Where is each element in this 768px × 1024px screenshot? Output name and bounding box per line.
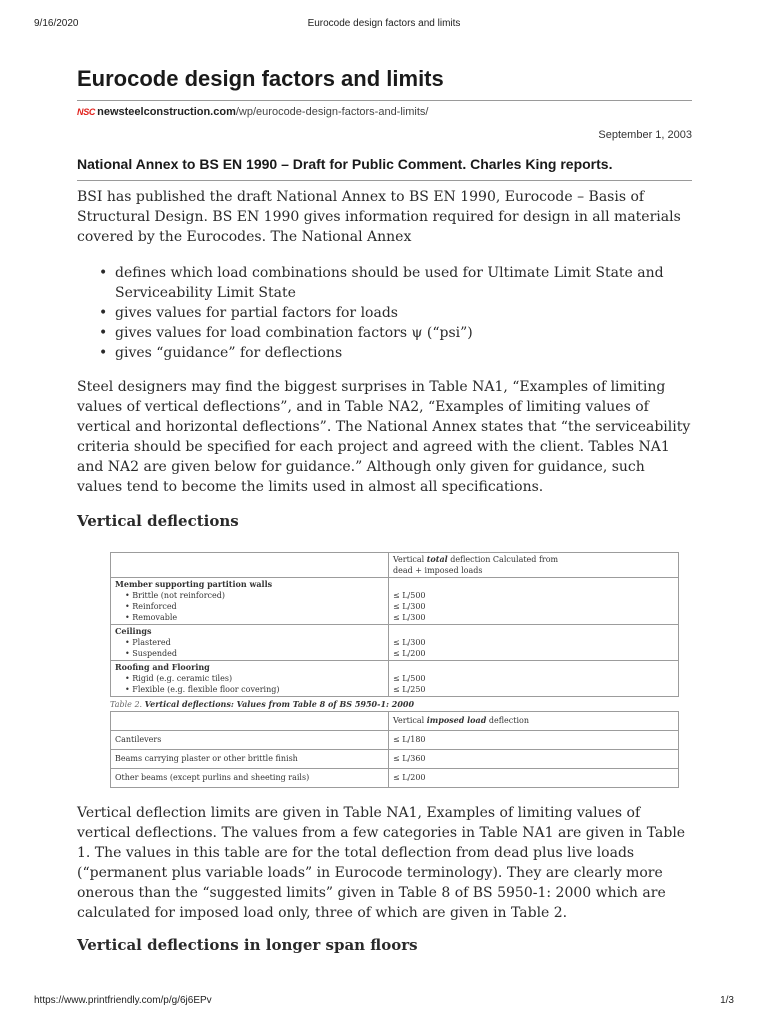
table-row	[111, 578, 679, 625]
table-row	[111, 731, 679, 750]
row-value-cell: ≤ L/200	[389, 769, 679, 788]
table-header-row	[111, 712, 679, 731]
value: ≤ L/500	[393, 591, 426, 600]
body-paragraph-3: Vertical deflection limits are given in Table NA1, Examples of limiting values of vertical deflections. The values from a few categories in Table NA1 are given in Table 1. The values in this table are for the total deflection from dead plus live loads (“permanent plus variable loads” in Eurocode terminology). They are clearly more onerous than the “suggested limits” given in Table 8 of BS 5950-1: 2000 which are calculated for imposed load only, three of which are given in Table 2.	[77, 805, 686, 921]
table-header-row	[111, 553, 679, 578]
list-item: • gives “guidance” for deflections	[77, 343, 692, 363]
group-label: Roofing and Flooring	[115, 662, 210, 672]
article-subtitle: National Annex to BS EN 1990 – Draft for Public Comment. Charles King reports.	[77, 156, 613, 172]
row-label-cell: Cantilevers	[111, 731, 389, 750]
row-value-cell	[389, 625, 679, 661]
intro-paragraph: BSI has published the draft National Annex to BS EN 1990, Eurocode – Basis of Structural Design. BS EN 1990 gives information required for design in all materials covered by the Eurocodes. The National Annex	[77, 189, 681, 245]
group-label: Ceilings	[115, 626, 152, 636]
table-row	[111, 625, 679, 661]
table-header-blank	[111, 553, 389, 578]
row-label-cell: Beams carrying plaster or other brittle finish	[111, 750, 389, 769]
sub-item: • Brittle (not reinforced)	[115, 590, 384, 601]
section-heading-longer-span: Vertical deflections in longer span floors	[77, 936, 418, 954]
value: ≤ L/500	[393, 674, 426, 683]
row-label-cell	[111, 578, 389, 625]
table-2	[110, 711, 679, 788]
body-paragraph-2: Steel designers may find the biggest surprises in Table NA1, “Examples of limiting values of vertical deflections”, and in Table NA2, “Examples of limiting values of vertical and horizontal deflections”. The National Annex states that “the serviceability criteria should be specified for each project and agreed with the client. Tables NA1 and NA2 are given below for guidance.” Although only given for guidance, such values tend to become the limits used in almost all specifications.	[77, 379, 691, 495]
table-header-cell	[389, 553, 679, 578]
caption-text: Vertical deflections: Values from Table 8 of BS 5950-1: 2000	[144, 699, 415, 709]
value: ≤ L/200	[393, 649, 426, 658]
caption-label: Table 2.	[110, 700, 143, 709]
table-1	[110, 552, 679, 697]
header-suffix: deflection	[488, 716, 529, 725]
annex-bullet-list	[77, 263, 692, 363]
table-2-caption	[110, 699, 660, 710]
sub-item: • Flexible (e.g. flexible floor covering)	[115, 684, 384, 695]
publish-date: September 1, 2003	[598, 129, 692, 141]
print-date: 9/16/2020	[34, 18, 79, 29]
header-line2: dead + imposed loads	[393, 566, 483, 575]
row-value-cell	[389, 578, 679, 625]
value: ≤ L/300	[393, 602, 426, 611]
row-value-cell	[389, 661, 679, 697]
title-divider	[77, 100, 692, 101]
sub-item: • Plastered	[115, 637, 384, 648]
header-prefix: Vertical	[393, 555, 425, 564]
list-item: • gives values for partial factors for loads	[77, 303, 692, 323]
print-footer-url[interactable]: https://www.printfriendly.com/p/g/6j6EPv	[34, 995, 212, 1006]
nsc-logo: NSC	[77, 107, 96, 117]
header-prefix: Vertical	[393, 716, 425, 725]
source-link[interactable]	[97, 106, 428, 118]
print-page-number: 1/3	[720, 995, 734, 1006]
sub-item: • Rigid (e.g. ceramic tiles)	[115, 673, 384, 684]
value: ≤ L/300	[393, 613, 426, 622]
value: ≤ L/250	[393, 685, 426, 694]
subtitle-divider	[77, 180, 692, 181]
sub-item: • Reinforced	[115, 601, 384, 612]
sub-item: • Removable	[115, 612, 384, 623]
list-item: • defines which load combinations should be used for Ultimate Limit State and Serviceability Limit State	[77, 263, 692, 303]
section-heading-vertical-deflections: Vertical deflections	[77, 512, 239, 530]
list-item: • gives values for load combination factors ψ (“psi”)	[77, 323, 692, 343]
row-label-cell: Other beams (except purlins and sheeting rails)	[111, 769, 389, 788]
row-value-cell: ≤ L/180	[389, 731, 679, 750]
value: ≤ L/300	[393, 638, 426, 647]
source-line	[77, 106, 428, 118]
header-emphasis: total	[426, 554, 448, 564]
table-header-blank	[111, 712, 389, 731]
row-value-cell: ≤ L/360	[389, 750, 679, 769]
group-label: Member supporting partition walls	[115, 579, 273, 589]
deflection-tables-figure	[110, 552, 660, 788]
header-suffix: deflection Calculated from	[450, 555, 559, 564]
table-row	[111, 750, 679, 769]
print-header-title: Eurocode design factors and limits	[307, 18, 461, 29]
table-row	[111, 769, 679, 788]
row-label-cell	[111, 661, 389, 697]
source-domain: newsteelconstruction.com	[97, 106, 236, 118]
page-title: Eurocode design factors and limits	[77, 66, 444, 91]
row-label-cell	[111, 625, 389, 661]
source-path: /wp/eurocode-design-factors-and-limits/	[235, 106, 429, 118]
table-header-cell	[389, 712, 679, 731]
table-row	[111, 661, 679, 697]
header-emphasis: imposed load	[426, 715, 487, 725]
sub-item: • Suspended	[115, 648, 384, 659]
